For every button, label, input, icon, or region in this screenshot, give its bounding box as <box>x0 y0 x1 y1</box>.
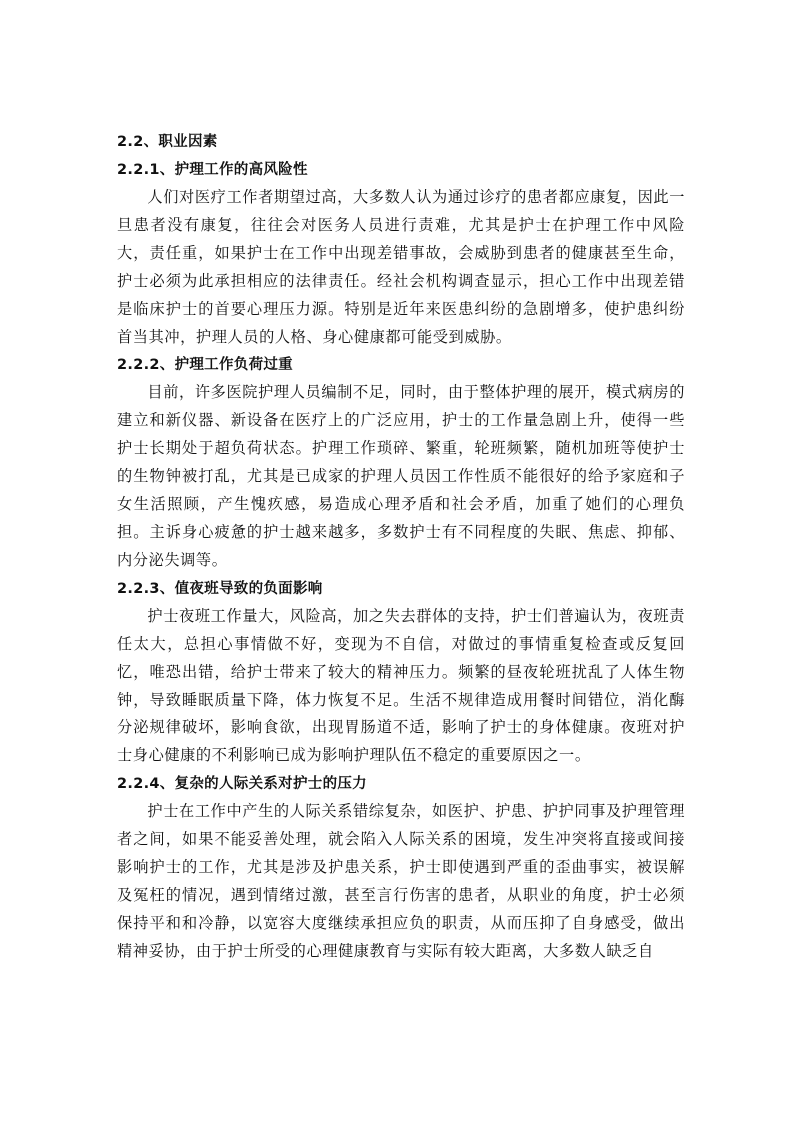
section-heading: 2.2.1、护理工作的高风险性 <box>117 162 308 178</box>
section-heading: 2.2.3、值夜班导致的负面影响 <box>117 580 323 597</box>
section-paragraph: 目前，许多医院护理人员编制不足，同时，由于整体护理的展开，模式病房的建立和新仪器、新设备在医疗上的广泛应用，护士的工作量急剧上升，使得一些护士长期处于超负荷状态。护理工作琐碎、繁重，轮班频繁，随机加班等使护士的生物钟被打乱，尤其是已成家的护理人员因工作性质不能很好的给予家庭和子女生活照顾，产生愧疚感，易造成心理矛盾和社会矛盾，加重了她们的心理负担。主诉身心疲惫的护士越来越多，多数护士有不同程度的失眠、焦虑、抑郁、内分泌失调等。 <box>117 383 685 569</box>
section-paragraph: 人们对医疗工作者期望过高，大多数人认为通过诊疗的患者都应康复，因此一旦患者没有康复，往往会对医务人员进行责难，尤其是护士在护理工作中风险大，责任重，如果护士在工作中出现差错事故，会威胁到患者的健康甚至生命，护士必须为此承担相应的法律责任。经社会机构调查显示，担心工作中出现差错是临床护士的首要心理压力源。特别是近年来医患纠纷的急剧增多，使护患纠纷首当其冲，护理人员的人格、身心健康都可能受到威胁。 <box>117 188 685 346</box>
document-body <box>117 128 685 966</box>
section-paragraph: 护士夜班工作量大，风险高，加之失去群体的支持，护士们普遍认为，夜班责任太大，总担心事情做不好，变现为不自信，对做过的事情重复检查或反复回忆，唯恐出错，给护士带来了较大的精神压力。频繁的昼夜轮班扰乱了人体生物钟，导致睡眠质量下降，体力恢复不足。生活不规律造成用餐时间错位，消化酶分泌规律破坏，影响食欲，出现胃肠道不适，影响了护士的身体健康。夜班对护士身心健康的不利影响已成为影响护理队伍不稳定的重要原因之一。 <box>117 606 685 765</box>
section-heading: 2.2.4、复杂的人际关系对护士的压力 <box>117 776 367 793</box>
section-paragraph: 护士在工作中产生的人际关系错综复杂，如医护、护患、护护同事及护理管理者之间，如果不能妥善处理，就会陷入人际关系的困境，发生冲突将直接或间接影响护士的工作，尤其是涉及护患关系，护士即使遇到严重的歪曲事实，被误解及冤枉的情况，遇到情绪过激，甚至言行伤害的患者，从职业的角度，护士必须保持平和和冷静，以宽容大度继续承担应负的职责，从而压抑了自身感受，做出精神妥协，由于护士所受的心理健康教育与实际有较大距离，大多数人缺乏自 <box>117 802 685 960</box>
section-heading: 2.2、职业因素 <box>117 134 218 150</box>
section-heading: 2.2.2、护理工作负荷过重 <box>117 357 293 374</box>
